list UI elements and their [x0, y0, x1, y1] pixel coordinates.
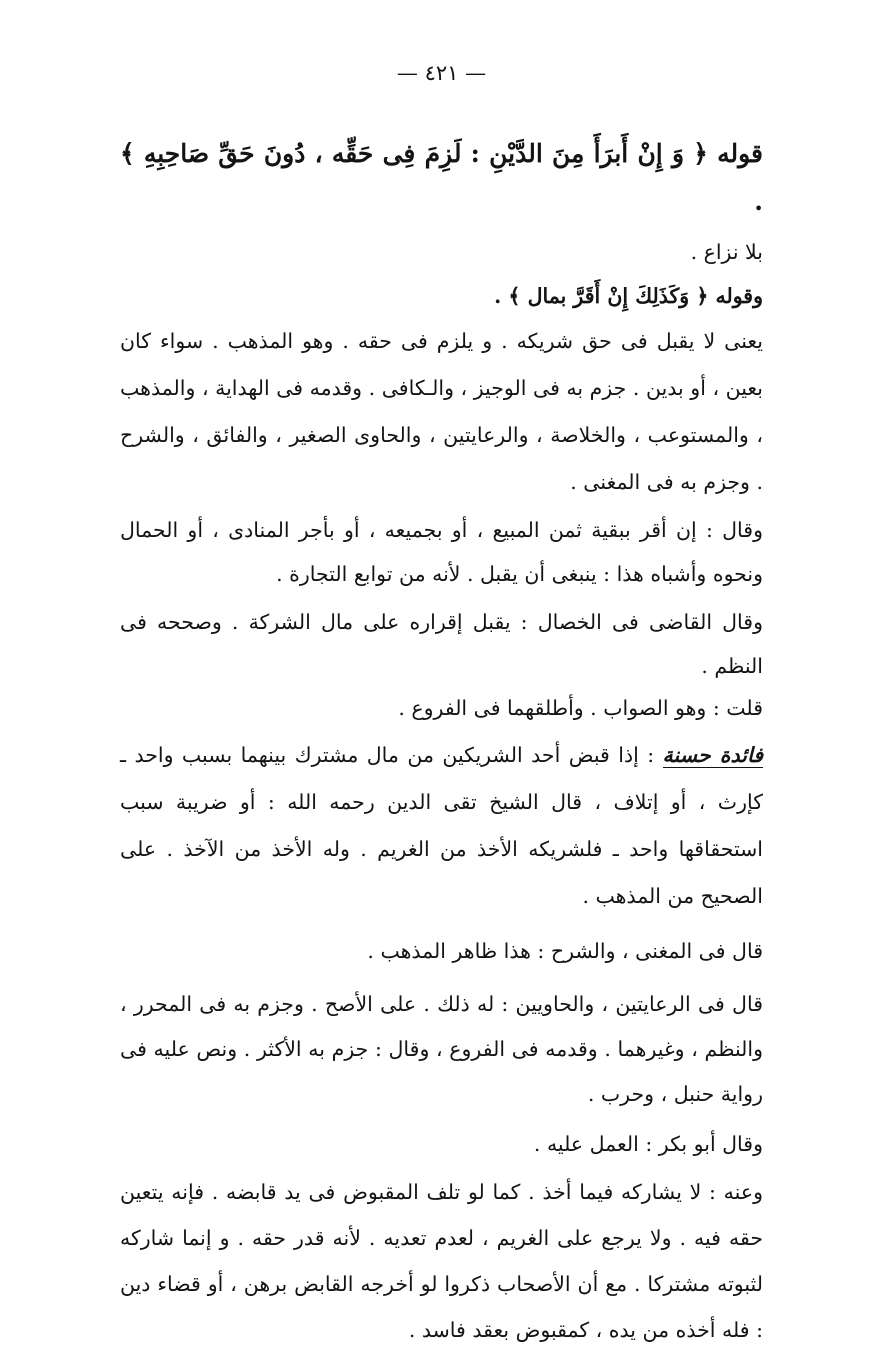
paragraph-quote-1: [120, 130, 763, 226]
paragraph-abu-bakr: وقال أبو بكر : العمل عليه .: [533, 1132, 763, 1156]
paragraph-explanation: يعنى لا يقبل فى حق شريكه . و يلزم فى حقه . وهو المذهب . سواء كان بعين ، أو بدين . جزم به فى الوجيز ، والـكافى . وقدمه فى الهداية ، والمذهب ، والمستوعب ، والخلاصة ، والرعايتين ، والحاوى الصغير ، والفائق ، والشرح . وجزم به فى المغنى .: [120, 329, 763, 494]
paragraph-opinion: قلت : وهو الصواب . وأطلقهما فى الفروع .: [398, 696, 763, 720]
paragraph-quote-2: وقوله ﴿ وَكَذَلِكَ إِنْ أَقَرَّ بمال ﴾ .: [494, 284, 763, 308]
paragraph-no-dispute: بلا نزاع .: [690, 240, 763, 264]
paragraph-trade-acknowledgment: وقال : إن أقر ببقية ثمن المبيع ، أو بجميعه ، أو بأجر المنادى ، أو الحمال ونحوه وأشباه هذا : ينبغى أن يقبل . لأنه من توابع التجارة .: [120, 518, 763, 586]
page-number: — ٤٢١ —: [396, 61, 487, 85]
quran-quote: ﴿ وَ إِنْ أَبرَأَ مِنَ الدَّيْنِ : لَزِمَ فِى حَقِّه ، دُونَ حَقِّ صَاحِبِهِ ﴾ .: [120, 139, 763, 216]
paragraph-riayatayn: قال فى الرعايتين ، والحاويين : له ذلك . على الأصح . وجزم به فى المحرر ، والنظم ، وغيرهما . وقدمه فى الفروع ، وقال : جزم به الأكثر . ونص عليه فى رواية حنبل ، وحرب .: [120, 992, 763, 1106]
lead-word: قوله: [717, 139, 763, 168]
paragraph-mughni: قال فى المغنى ، والشرح : هذا ظاهر المذهب .: [367, 939, 763, 963]
paragraph-benefit: [120, 732, 763, 920]
paragraph-narration: وعنه : لا يشاركه فيما أخذ . كما لو تلف المقبوض فى يد قابضه . فإنه يتعين حقه فيه . ولا يرجع على الغريم ، لعدم تعديه . لأنه قدر حقه . و إنما شاركه لثبوته مشتركا . مع أن الأصحاب ذكروا لو أخرجه القابض برهن ، أو قضاء دين : فله أخذه من يده ، كمقبوض بعقد فاسد .: [120, 1180, 763, 1342]
paragraph-qadi: وقال القاضى فى الخصال : يقبل إقراره على مال الشركة . وصححه فى النظم .: [120, 610, 763, 678]
benefit-text: : إذا قبض أحد الشريكين من مال مشترك بينهما بسبب واحد ـ كإرث ، أو إتلاف ، قال الشيخ تقى الدين رحمه الله : أو ضريبة سبب استحقاقها واحد ـ فلشريكه الأخذ من الغريم . وله الأخذ من الآخذ . على الصحيح من المذهب .: [120, 743, 763, 908]
benefit-keyword: فائدة حسنة: [662, 743, 763, 767]
